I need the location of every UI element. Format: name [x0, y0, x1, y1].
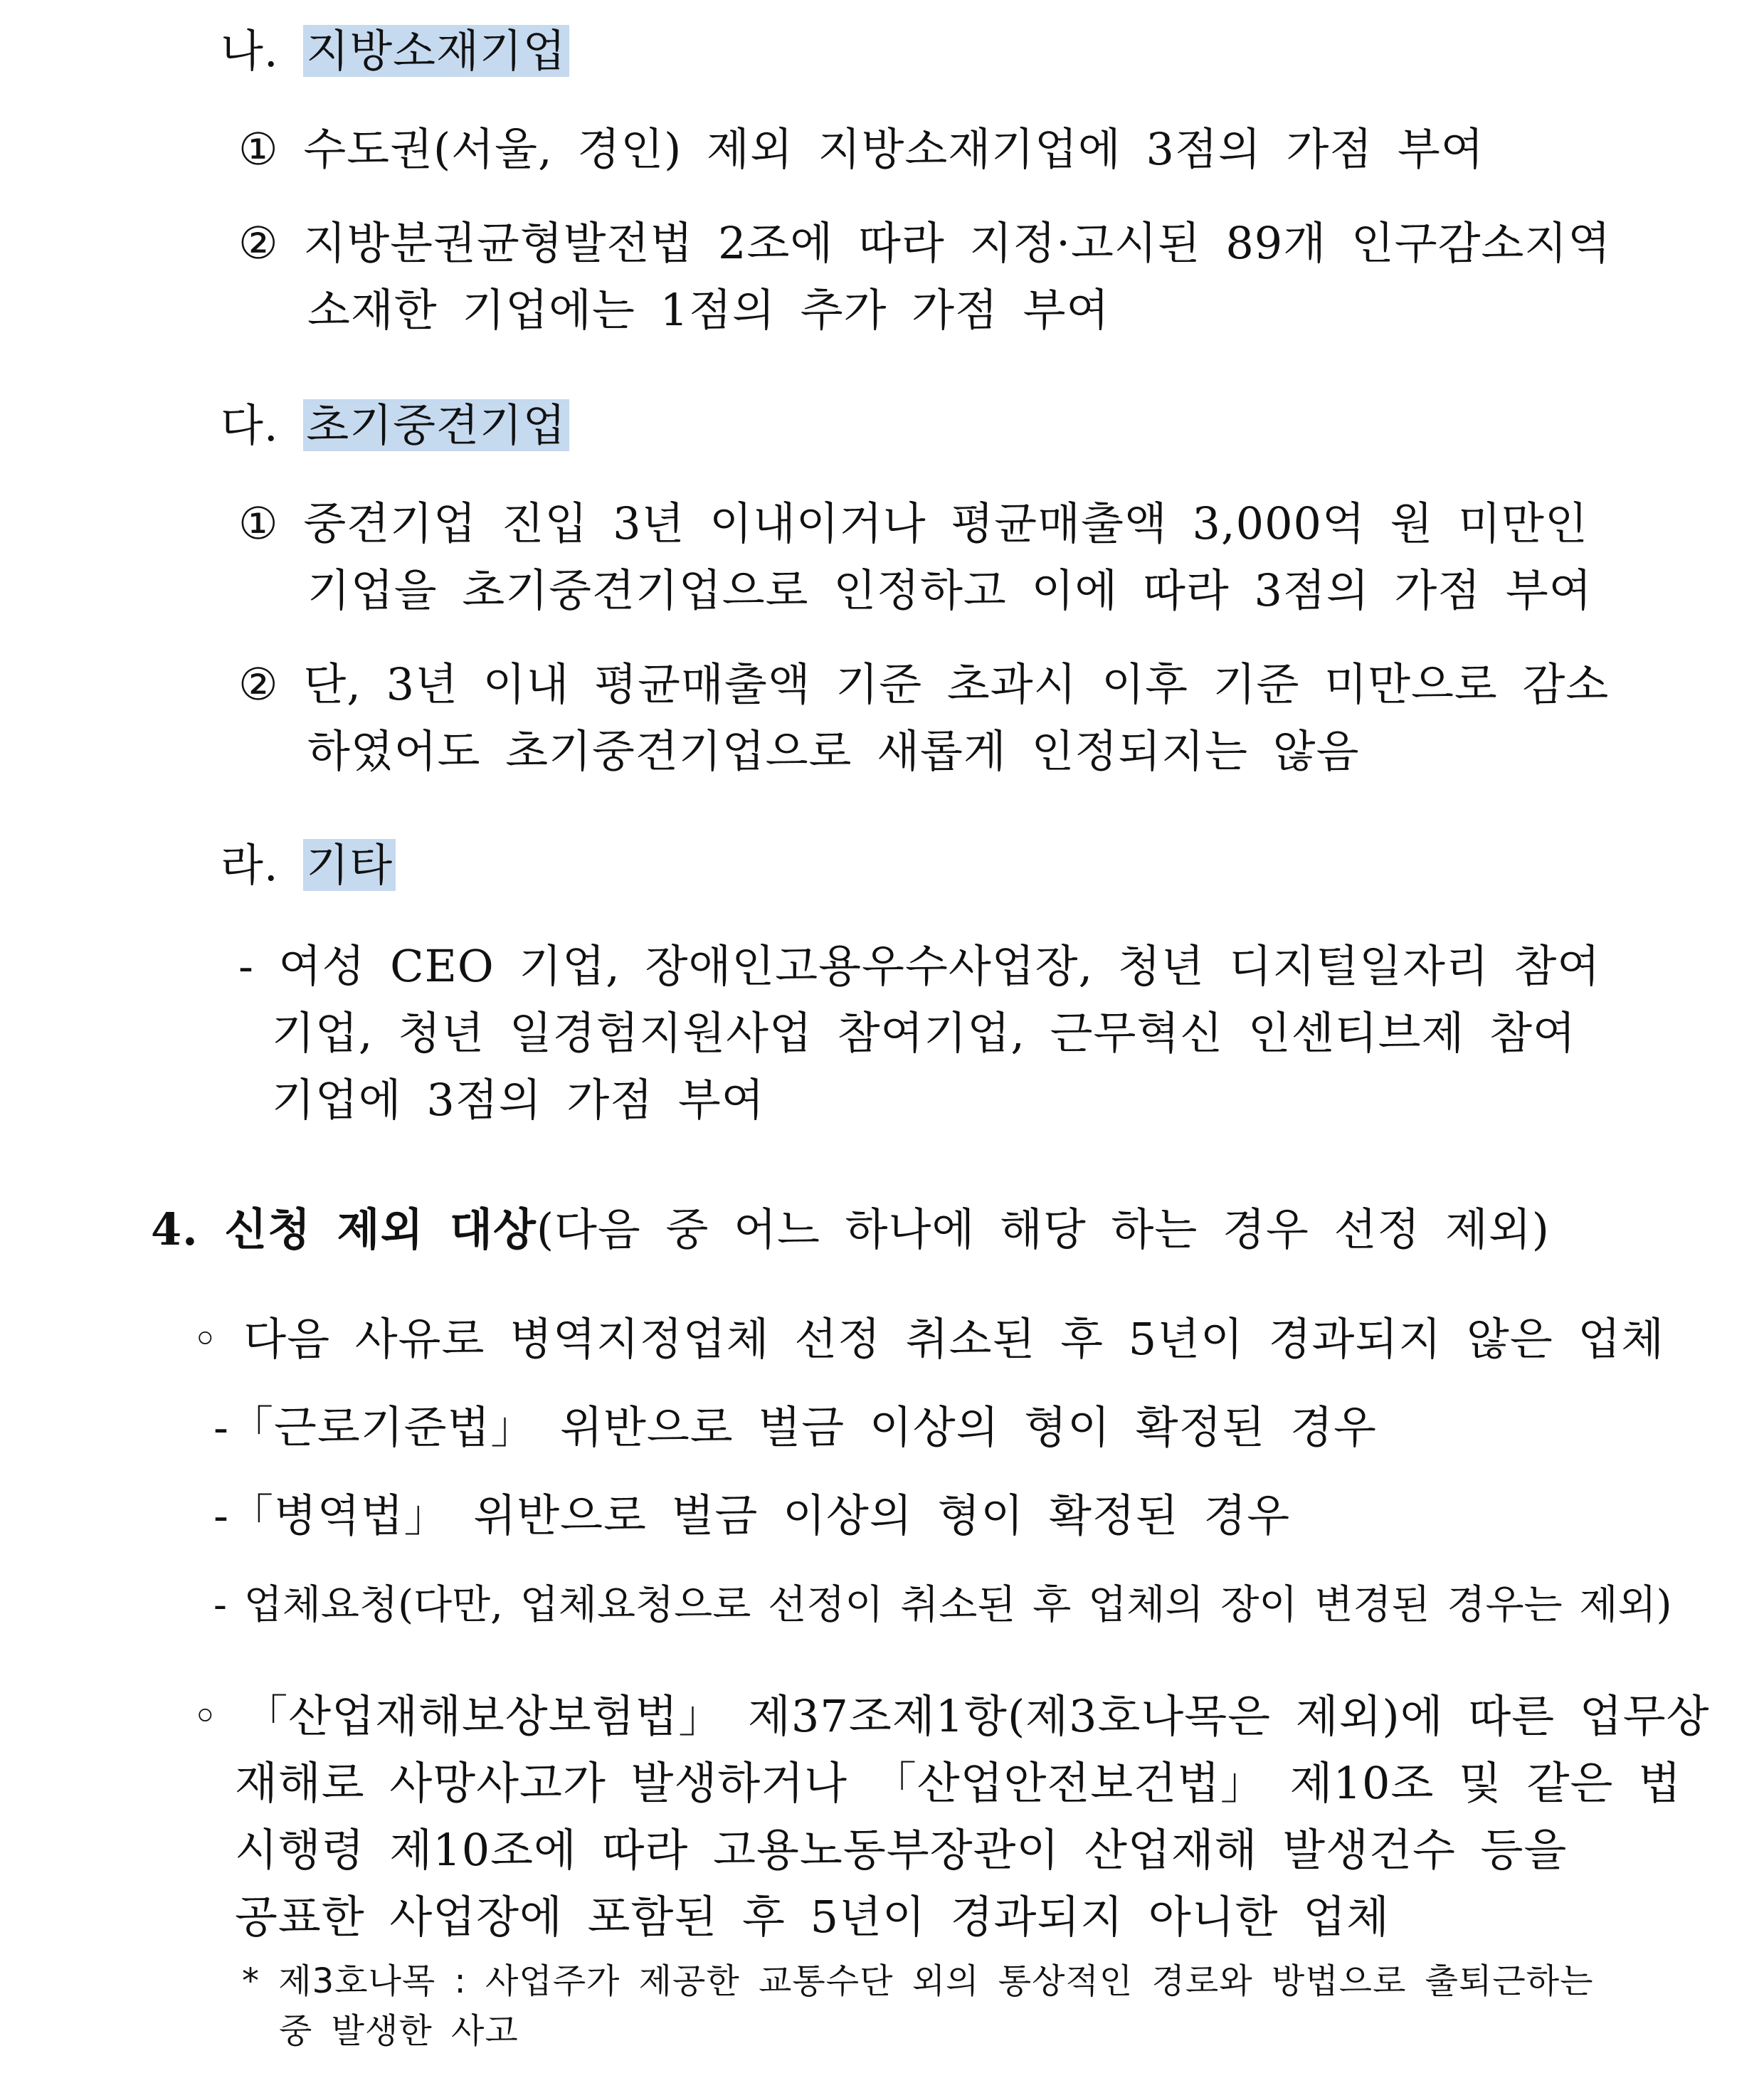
section-4-bullet-1 — [192, 1311, 1664, 1368]
sub-item-text: -「근로기준법」 위반으로 벌금 이상의 형이 확정된 경우 — [213, 1401, 1377, 1453]
section-na-item-2-cont — [307, 282, 1109, 339]
section-4-sub-1 — [213, 1399, 1377, 1456]
section-na-title: 지방소재기업 — [303, 25, 569, 77]
item-text: 지방분권균형발전법 2조에 따라 지정·고시된 89개 인구감소지역 — [303, 217, 1612, 269]
item-marker: ① — [238, 497, 279, 549]
item-text: 기업을 초기중견기업으로 인정하고 이에 따라 3점의 가점 부여 — [307, 564, 1593, 616]
section-ra-label: 라. — [221, 839, 279, 891]
footnote — [242, 1958, 1593, 2004]
item-text: 하였어도 초기중견기업으로 새롭게 인정되지는 않음 — [307, 725, 1360, 777]
section-na-item-2 — [238, 215, 1611, 272]
section-na-item-1 — [238, 121, 1484, 178]
section-ra-title: 기타 — [303, 839, 396, 891]
bullet-text: 다음 사유로 병역지정업체 선정 취소된 후 5년이 경과되지 않은 업체 — [243, 1313, 1665, 1365]
item-text: 기업에 3점의 가점 부여 — [272, 1074, 765, 1126]
section-4-bullet-2 — [192, 1688, 1709, 1745]
item-text: 여성 CEO 기업, 장애인고용우수사업장, 청년 디지털일자리 참여 — [278, 940, 1601, 992]
section-4-heading — [151, 1201, 1550, 1258]
footnote-cont — [279, 2008, 519, 2054]
section-ra-item-cont-1 — [272, 1005, 1576, 1062]
section-ra-item-cont-2 — [272, 1072, 765, 1129]
section-4-bullet-2-cont-1 — [235, 1755, 1681, 1812]
bullet-text: 공표한 사업장에 포함된 후 5년이 경과되지 아니한 업체 — [235, 1891, 1390, 1943]
item-text: 기업, 청년 일경험지원사업 참여기업, 근무혁신 인센티브제 참여 — [272, 1007, 1576, 1059]
bullet-marker: ◦ — [192, 1313, 219, 1365]
item-text: 단, 3년 이내 평균매출액 기준 초과시 이후 기준 미만으로 감소 — [303, 658, 1610, 710]
section-da-title: 초기중견기업 — [303, 399, 569, 451]
item-text: 수도권(서울, 경인) 제외 지방소재기업에 3점의 가점 부여 — [303, 123, 1484, 175]
section-4-heading-bold: 4. 신청 제외 대상 — [151, 1203, 537, 1255]
section-na-label: 나. — [221, 25, 279, 77]
section-4-sub-3 — [213, 1577, 1672, 1634]
section-da-label: 다. — [221, 399, 279, 451]
item-marker: ① — [238, 123, 279, 175]
item-text: 중견기업 진입 3년 이내이거나 평균매출액 3,000억 원 미만인 — [303, 497, 1588, 549]
section-da-item-2 — [238, 656, 1609, 713]
section-na-heading — [221, 23, 569, 80]
bullet-text: 시행령 제10조에 따라 고용노동부장관이 산업재해 발생건수 등을 — [235, 1824, 1568, 1876]
section-da-item-2-cont — [307, 723, 1359, 780]
section-4-sub-2 — [213, 1487, 1290, 1544]
sub-item-text: - 업체요청(다만, 업체요청으로 선정이 취소된 후 업체의 장이 변경된 경우는 제외) — [213, 1582, 1672, 1628]
bullet-text: 「산업재해보상보험법」 제37조제1항(제3호나목은 제외)에 따른 업무상 — [243, 1690, 1710, 1742]
section-4-heading-rest: (다음 중 어느 하나에 해당 하는 경우 선정 제외) — [536, 1203, 1550, 1255]
item-text: 소재한 기업에는 1점의 추가 가점 부여 — [307, 284, 1110, 336]
bullet-marker: ◦ — [192, 1690, 219, 1742]
section-da-heading — [221, 397, 569, 454]
section-da-item-1-cont — [307, 562, 1593, 619]
item-marker: ② — [238, 217, 279, 269]
bullet-text: 재해로 사망사고가 발생하거나 「산업안전보건법」 제10조 및 같은 법 — [235, 1757, 1682, 1809]
section-4-bullet-2-cont-2 — [235, 1822, 1567, 1879]
section-ra-heading — [221, 837, 396, 894]
footnote-text: 중 발생한 사고 — [279, 2011, 519, 2051]
item-marker: ② — [238, 658, 279, 710]
section-4-bullet-2-cont-3 — [235, 1889, 1390, 1946]
section-ra-item — [238, 938, 1600, 995]
section-da-item-1 — [238, 495, 1588, 552]
sub-item-text: -「병역법」 위반으로 벌금 이상의 형이 확정된 경우 — [213, 1489, 1291, 1541]
item-marker: - — [238, 940, 254, 992]
footnote-text: * 제3호나목 : 사업주가 제공한 교통수단 외의 통상적인 경로와 방법으로 출퇴근하는 — [242, 1961, 1594, 2001]
